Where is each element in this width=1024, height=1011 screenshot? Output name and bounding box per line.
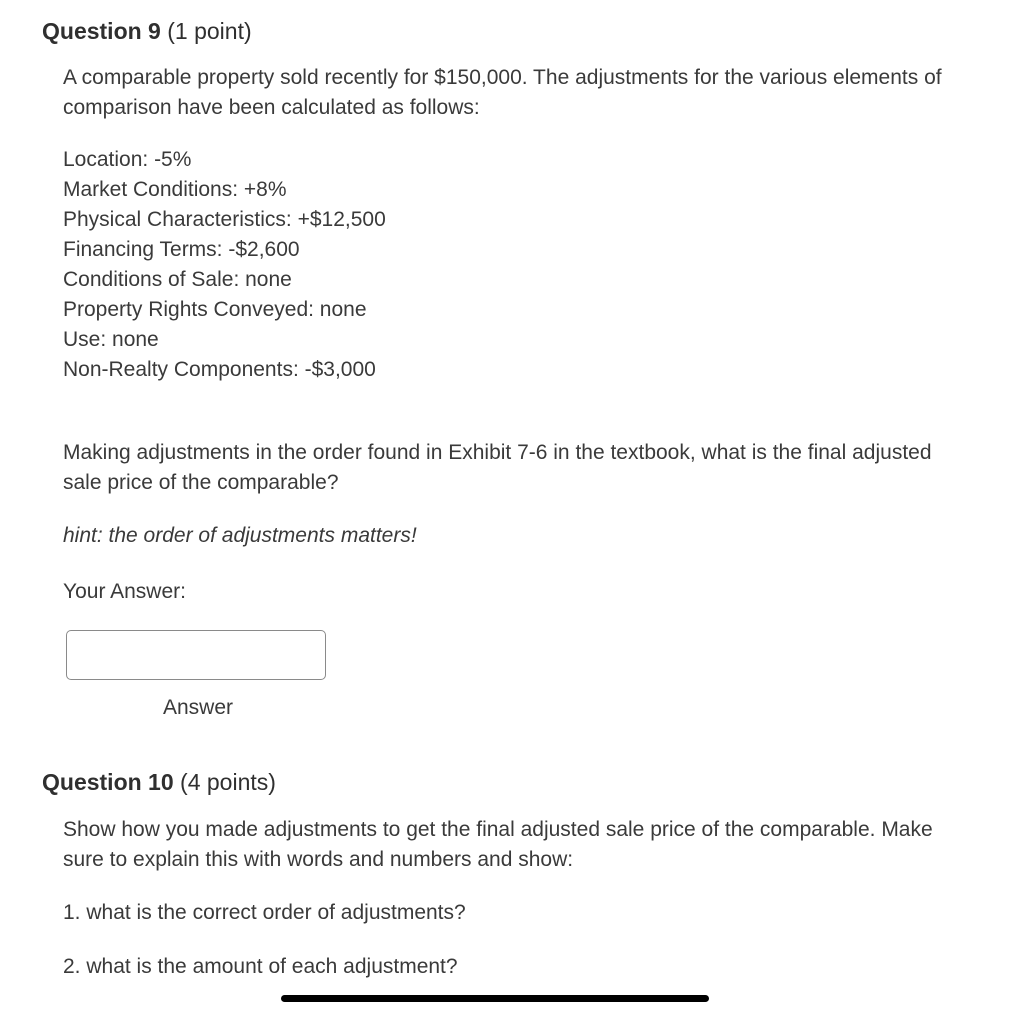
question-9-prompt: A comparable property sold recently for $150,000. The adjustments for the various elements of comparison have been calculated as follows: — [63, 66, 942, 119]
answer-input[interactable] — [66, 630, 326, 680]
answer-label: Your Answer: — [63, 580, 186, 603]
question-10-title: Question 10 — [42, 769, 174, 795]
question-10-heading — [42, 768, 276, 796]
adjustment-non-realty: Non-Realty Components: -$3,000 — [63, 358, 376, 381]
question-9-title: Question 9 — [42, 18, 161, 44]
question-10-item-order: 1. what is the correct order of adjustments? — [63, 901, 466, 924]
question-10-points: (4 points) — [180, 769, 276, 795]
question-9-points: (1 point) — [167, 18, 252, 44]
question-9-heading — [42, 17, 252, 45]
question-10-item-amount: 2. what is the amount of each adjustment? — [63, 955, 458, 978]
question-9-question: Making adjustments in the order found in Exhibit 7-6 in the textbook, what is the final adjusted sale price of the comparable? — [63, 441, 932, 494]
adjustment-financing-terms: Financing Terms: -$2,600 — [63, 238, 300, 261]
adjustment-market-conditions: Market Conditions: +8% — [63, 178, 287, 201]
question-9-hint: hint: the order of adjustments matters! — [63, 524, 417, 547]
adjustments-list — [63, 145, 386, 385]
home-indicator[interactable] — [281, 995, 709, 1002]
adjustment-conditions-of-sale: Conditions of Sale: none — [63, 268, 292, 291]
adjustment-physical-characteristics: Physical Characteristics: +$12,500 — [63, 208, 386, 231]
adjustment-use: Use: none — [63, 328, 159, 351]
question-10-prompt: Show how you made adjustments to get the final adjusted sale price of the comparable. Make sure to explain this with words and numbers and show: — [63, 818, 933, 871]
adjustment-location: Location: -5% — [63, 148, 192, 171]
adjustment-property-rights: Property Rights Conveyed: none — [63, 298, 367, 321]
answer-caption: Answer — [162, 696, 234, 719]
